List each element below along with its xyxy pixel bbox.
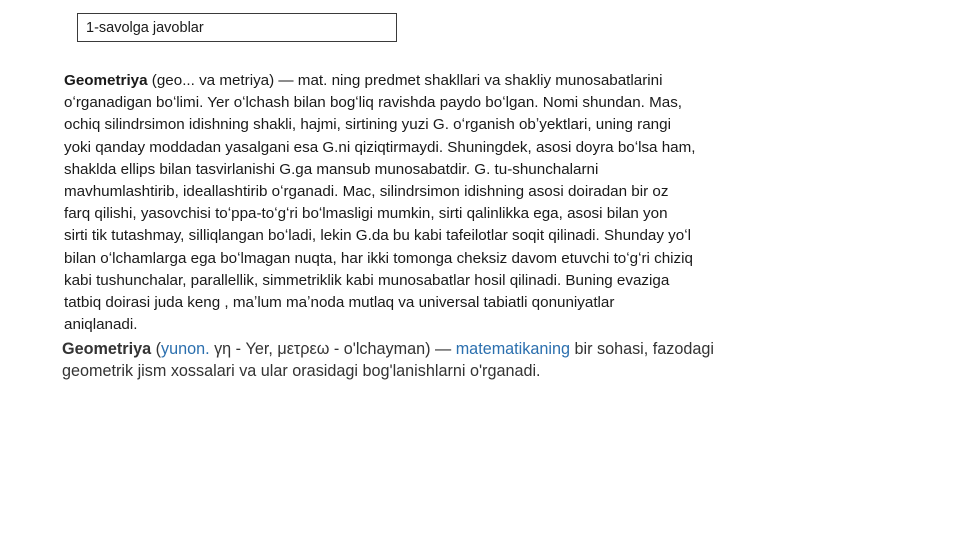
paragraph-line: aniqlanadi. — [64, 316, 138, 334]
paragraph-line: farq qilishi, yasovchisi toʻppa-toʻgʻri boʻlmasligi mumkin, sirti qalinlikka ega, asosi bilan yon — [64, 205, 668, 223]
open-paren: ( — [151, 340, 161, 358]
term-bold: Geometriya — [64, 72, 148, 89]
line-text: (geo... va metriya) — mat. ning predmet shakllari va shakliy munosabatlarini — [147, 72, 663, 89]
paragraph-line: ochiq silindrsimon idishning shakli, hajmi, sirtining yuzi G. oʻrganish obʼyektlari, uning rangi — [64, 116, 671, 134]
paragraph-line: sirti tik tutashmay, silliqlangan boʻladi, lekin G.da bu kabi tafeilotlar soqit qilinadi. Shunday yoʻl — [64, 227, 691, 245]
answer-title-box — [77, 13, 397, 42]
answer-title: 1-savolga javoblar — [86, 20, 204, 36]
yunon-link[interactable]: yunon. — [160, 340, 210, 358]
geometry-definition-paragraph — [64, 70, 764, 336]
definition-text: bir sohasi, fazodagi — [569, 340, 714, 358]
paragraph-line: oʻrganadigan boʻlimi. Yer oʻlchash bilan bogʻliq ravishda paydo boʻlgan. Nomi shundan. Mas, — [64, 94, 683, 112]
matematikaning-link[interactable]: matematikaning — [455, 340, 570, 358]
etymology-text: γη - Yer, μετρεω - o'lchayman) — — [209, 340, 456, 358]
paragraph-line: mavhumlashtirib, ideallashtirib oʻrganadi. Mac, silindrsimon idishning asosi doiradan bir oz — [64, 183, 669, 201]
paragraph-line: tatbiq doirasi juda keng , maʼlum maʼnoda mutlaq va universal tabiatli qonuniyatlar — [64, 294, 615, 312]
paragraph-line: kabi tushunchalar, parallellik, simmetriklik kabi munosabatlar hosil qilinadi. Buning evaziga — [64, 271, 670, 289]
paragraph-line — [64, 70, 764, 92]
paragraph-line: yoki qanday moddadan yasalgani esa G.ni qiziqtirmaydi. Shuningdek, asosi doyra boʻlsa ham, — [64, 138, 696, 156]
paragraph-line: geometrik jism xossalari va ular orasidagi bog'lanishlarni o'rganadi. — [62, 361, 541, 380]
paragraph-line — [62, 339, 822, 361]
paragraph-line: shaklda ellips bilan tasvirlanishi G.ga mansub munosabatdir. G. tu-shunchalarni — [64, 160, 599, 178]
geometry-wiki-paragraph — [62, 339, 822, 382]
paragraph-line: bilan oʻlchamlarga ega boʻlmagan nuqta, har ikki tomonga cheksiz davom etuvchi toʻgʻri chiziq — [64, 249, 693, 267]
term-bold: Geometriya — [62, 340, 152, 358]
